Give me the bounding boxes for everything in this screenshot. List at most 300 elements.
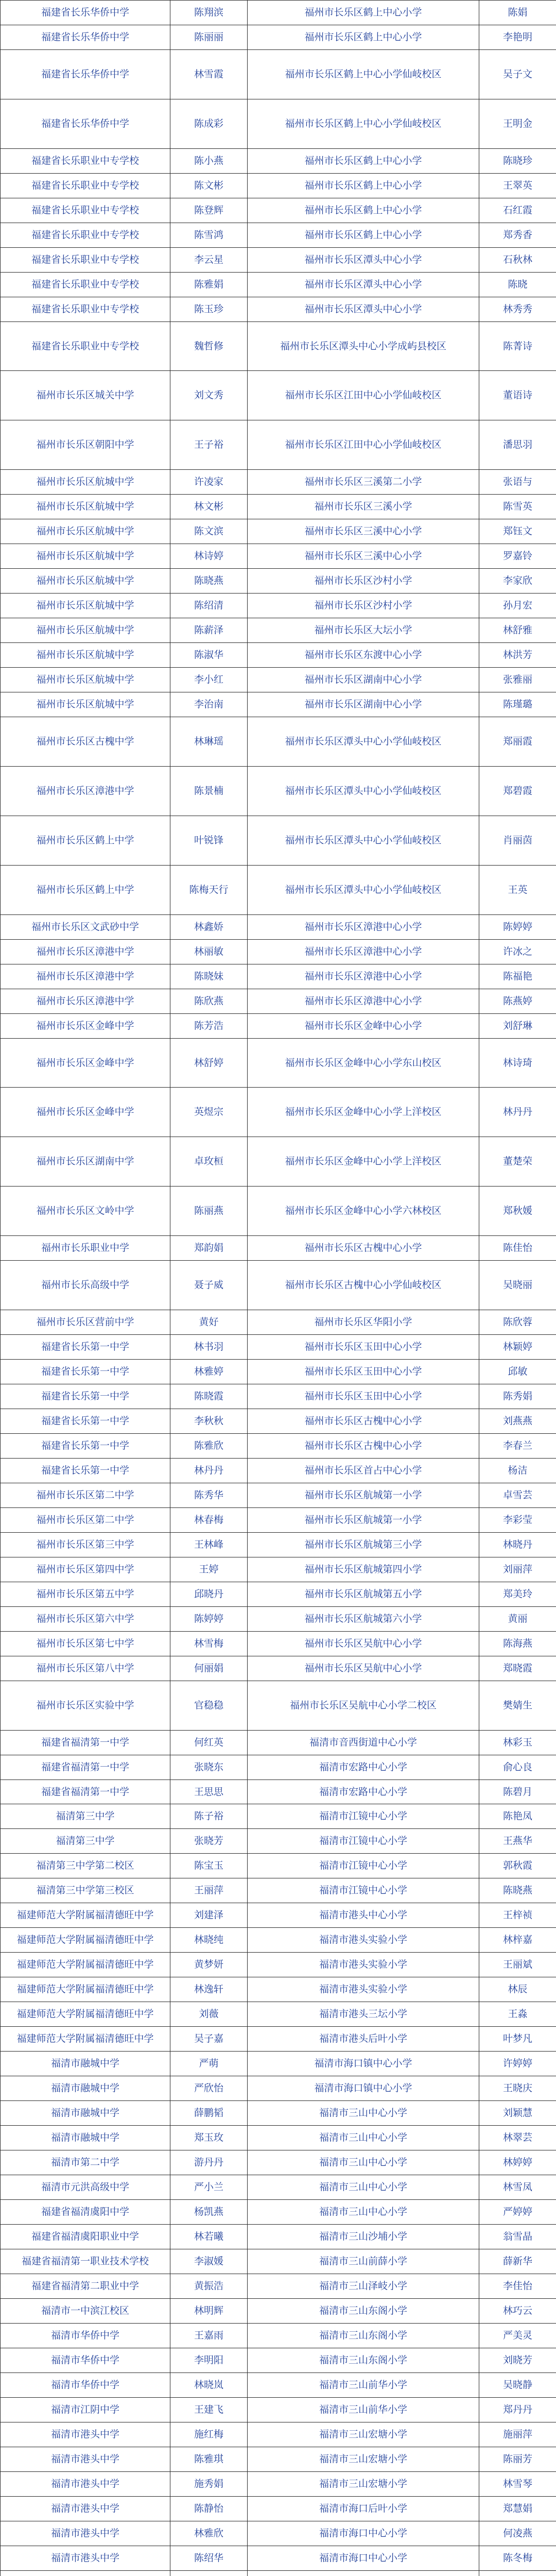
person-name-cell: 吴子嘉 [170,2027,248,2052]
table-row [1,1582,556,1606]
school-name-cell: 福清市宏路中心小学 [248,1755,479,1780]
table-row [1,1681,556,1730]
school-name-cell: 福州市长乐区湖南中学 [1,1137,170,1187]
person-name-cell: 林春梅 [170,1507,248,1532]
person-name-cell: 黄丽 [479,1606,556,1631]
person-name-cell: 陈子裕 [170,1804,248,1829]
school-name-cell: 福州市长乐区古槐中心小学仙岐校区 [248,1261,479,1310]
person-name-cell: 陈晓珍 [479,148,556,173]
school-name-cell: 福建省福清第一中学 [1,1730,170,1755]
table-row [1,1335,556,1360]
school-name-cell: 福建省长乐华侨中学 [1,49,170,99]
table-row [1,2372,556,2397]
school-name-cell: 福州市长乐区金峰中心小学上洋校区 [248,1137,479,1187]
person-name-cell: 潘思羽 [479,420,556,470]
table-row [1,519,556,544]
person-name-cell: 薛鹏韬 [170,2101,248,2126]
school-name-cell: 福建省长乐第一中学 [1,1433,170,1458]
person-name-cell: 林雪凤 [479,2175,556,2200]
person-name-cell: 陈梅天行 [170,865,248,914]
person-name-cell: 王嘉雨 [170,2323,248,2348]
table-row [1,1310,556,1335]
school-name-cell [248,2570,479,2576]
person-name-cell: 郑丽霞 [479,717,556,767]
person-name-cell: 陈薪泽 [170,618,248,643]
table-row [1,272,556,297]
school-name-cell: 福州市长乐区航城第一小学 [248,1483,479,1507]
table-row [1,420,556,470]
school-name-cell: 福建师范大学附属福清德旺中学 [1,2027,170,2052]
person-name-cell: 陈菁诗 [479,321,556,371]
table-row [1,569,556,594]
school-name-cell: 福清市三山中心小学 [248,2101,479,2126]
school-name-cell: 福清市港头中学 [1,2422,170,2447]
school-name-cell: 福建省长乐华侨中学 [1,1,170,25]
school-name-cell: 福清市港头三坛小学 [248,2002,479,2027]
table-row [1,148,556,173]
person-name-cell: 陈冬梅 [479,2546,556,2570]
person-name-cell: 陈丽芳 [479,2447,556,2471]
person-name-cell: 王建飞 [170,2397,248,2422]
table-row [1,2052,556,2076]
person-name-cell: 许冰之 [479,939,556,964]
table-row [1,1854,556,1878]
school-name-cell: 福州市长乐区第七中学 [1,1631,170,1656]
school-name-cell: 福州市长乐高级中学 [1,1261,170,1310]
person-name-cell: 黄振浩 [170,2274,248,2298]
table-row [1,198,556,223]
person-name-cell: 郑晓霞 [479,1656,556,1681]
table-row [1,1409,556,1434]
school-name-cell: 福州市长乐区江田中心小学仙岐校区 [248,420,479,470]
person-name-cell: 俞心良 [479,1755,556,1780]
person-name-cell: 林雅欣 [170,2521,248,2546]
person-name-cell: 王丽萍 [170,1878,248,1903]
person-name-cell: 刘燕燕 [479,1409,556,1434]
person-name-cell: 陈晓燕 [170,569,248,594]
school-name-cell: 福州市长乐区江田中心小学仙岐校区 [248,371,479,420]
school-name-cell: 福建省长乐职业中专学校 [1,247,170,272]
school-name-cell: 福州市长乐区鹤上中心小学 [248,223,479,247]
person-name-cell: 肖丽茵 [479,816,556,865]
person-name-cell: 陈文滨 [170,519,248,544]
person-name-cell: 郭秋霞 [479,1854,556,1878]
school-name-cell: 福州市长乐区古槐中心小学 [248,1433,479,1458]
person-name-cell: 吴晓静 [479,2372,556,2397]
person-name-cell: 陈婷婷 [170,1606,248,1631]
person-name-cell: 郑秀香 [479,223,556,247]
person-name-cell: 郑韵娟 [170,1236,248,1261]
person-name-cell: 陈艳凤 [479,1804,556,1829]
table-row [1,1977,556,2002]
school-name-cell: 福清市三山中心小学 [248,2150,479,2175]
person-name-cell: 罗嘉铃 [479,544,556,569]
person-name-cell: 黄梦妍 [170,1953,248,1977]
person-name-cell: 游丹丹 [170,2150,248,2175]
school-name-cell: 福州市长乐区潭头中心小学 [248,247,479,272]
table-row [1,1606,556,1631]
school-name-cell: 福州市长乐区航城第一小学 [248,1507,479,1532]
school-name-cell: 福州市长乐区三溪中心小学 [248,519,479,544]
table-row [1,49,556,99]
person-name-cell: 陈晓燕 [479,1878,556,1903]
school-name-cell: 福清市融城中学 [1,2126,170,2150]
school-name-cell: 福清市华侨中学 [1,2348,170,2372]
school-name-cell: 福州市长乐区航城中学 [1,643,170,668]
person-name-cell: 陈静怡 [170,2496,248,2521]
person-name-cell: 林彩玉 [479,1730,556,1755]
school-name-cell: 福清市海口后叶小学 [248,2496,479,2521]
person-name-cell: 官稳稳 [170,1681,248,1730]
table-row [1,668,556,692]
school-name-cell: 福州市长乐区玉田中心小学 [248,1360,479,1384]
table-row [1,865,556,914]
table-row [1,2274,556,2298]
school-name-cell: 福清市第二中学 [1,2150,170,2175]
school-name-cell: 福州市长乐区航城中学 [1,495,170,519]
school-name-cell: 福清市港头中学 [1,2546,170,2570]
school-name-cell: 福州市长乐区鹤上中学 [1,816,170,865]
table-row [1,1804,556,1829]
table-row [1,914,556,939]
person-name-cell: 严婷婷 [479,2199,556,2224]
person-name-cell: 叶锐锋 [170,816,248,865]
person-name-cell: 陈丽丽 [170,25,248,49]
table-row [1,1656,556,1681]
person-name-cell: 孙月宏 [479,594,556,618]
person-name-cell: 林雪梅 [170,1631,248,1656]
table-row [1,25,556,49]
person-name-cell: 王翠英 [479,173,556,198]
school-name-cell: 福清市海口镇中心小学 [248,2052,479,2076]
table-row [1,2546,556,2570]
school-name-cell: 福建省长乐职业中专学校 [1,297,170,321]
person-name-cell: 王英 [479,865,556,914]
person-name-cell: 陈佳怡 [479,1236,556,1261]
person-name-cell: 李明阳 [170,2348,248,2372]
school-name-cell: 福清第三中学第二校区 [1,1854,170,1878]
person-name-cell: 陈秀娟 [479,1384,556,1409]
person-name-cell: 施秀娟 [170,2471,248,2496]
school-name-cell: 福州市长乐区第三中学 [1,1532,170,1557]
table-row [1,692,556,717]
person-name-cell: 林颖婷 [479,1335,556,1360]
person-name-cell: 林晓丹 [479,1532,556,1557]
school-name-cell: 福州市长乐区鹤上中心小学 [248,173,479,198]
table-row [1,2447,556,2471]
person-name-cell: 陈秀华 [170,1483,248,1507]
person-name-cell: 郑钰文 [479,519,556,544]
table-row [1,223,556,247]
school-name-cell: 福州市长乐区第八中学 [1,1656,170,1681]
person-name-cell: 许婷婷 [479,2052,556,2076]
school-name-cell: 福州市长乐区金峰中心小学 [248,1013,479,1038]
person-name-cell: 李淑媛 [170,2249,248,2274]
person-name-cell: 何凌燕 [479,2521,556,2546]
school-name-cell: 福清市三山宏塘小学 [248,2471,479,2496]
school-name-cell: 福清市港头中学 [1,2471,170,2496]
school-name-cell: 福州市长乐区三溪第二小学 [248,470,479,495]
school-name-cell: 福清市融城中学 [1,2101,170,2126]
person-name-cell: 刘颖慧 [479,2101,556,2126]
person-name-cell: 林丹丹 [170,1458,248,1483]
school-name-cell: 福建省福清第二职业中学 [1,2274,170,2298]
person-name-cell: 林雪霞 [170,49,248,99]
table-row [1,2496,556,2521]
school-name-cell: 福州市长乐职业中学 [1,1236,170,1261]
school-name-cell: 福州市长乐区第二中学 [1,1483,170,1507]
person-name-cell: 郑美玲 [479,1582,556,1606]
person-name-cell: 李春兰 [479,1433,556,1458]
person-name-cell: 陈欣燕 [170,989,248,1013]
table-row [1,2397,556,2422]
person-name-cell: 陈婷婷 [479,914,556,939]
person-name-cell: 张语与 [479,470,556,495]
table-row [1,1433,556,1458]
school-name-cell: 福清市一中滨江校区 [1,2298,170,2323]
school-name-cell: 福州市长乐区第五中学 [1,1582,170,1606]
person-name-cell: 陈欣蓉 [479,1310,556,1335]
table-row [1,2249,556,2274]
person-name-cell: 郑慧娟 [479,2496,556,2521]
school-name-cell: 福州市长乐区三溪中心小学 [248,544,479,569]
person-name-cell: 王丽斌 [479,1953,556,1977]
person-name-cell: 叶梦凡 [479,2027,556,2052]
school-name-cell: 福清市三山东阁小学 [248,2348,479,2372]
table-row [1,1,556,25]
person-name-cell: 石红霞 [479,198,556,223]
person-name-cell: 林翠芸 [479,2126,556,2150]
school-name-cell: 福建师范大学附属福清德旺中学 [1,2002,170,2027]
table-row [1,1953,556,1977]
school-name-cell: 福州市长乐区吴航中心小学 [248,1631,479,1656]
school-name-cell: 福清市三山泽岐小学 [248,2274,479,2298]
school-name-cell: 福州市长乐区金峰中心小学东山校区 [248,1038,479,1088]
person-name-cell: 陈绍华 [170,2546,248,2570]
person-name-cell: 吴子文 [479,49,556,99]
person-name-cell: 聂子威 [170,1261,248,1310]
person-name-cell: 施红梅 [170,2422,248,2447]
person-name-cell: 李云星 [170,247,248,272]
school-name-cell: 福州市长乐区大坛小学 [248,618,479,643]
school-name-cell: 福建省福清第一职业技术学校 [1,2249,170,2274]
school-name-cell: 福州市长乐区航城第五小学 [248,1582,479,1606]
school-name-cell: 福州市长乐区古槐中学 [1,717,170,767]
school-name-cell: 福建省福清虞阳职业中学 [1,2224,170,2249]
table-row [1,247,556,272]
person-name-cell: 严小兰 [170,2175,248,2200]
person-name-cell: 王晓庆 [479,2076,556,2101]
person-name-cell: 林逸轩 [170,1977,248,2002]
school-name-cell: 福清市音西街道中心小学 [248,1730,479,1755]
school-name-cell: 福州市长乐区鹤上中心小学 [248,1,479,25]
school-name-cell: 福建师范大学附属福清德旺中学 [1,1928,170,1953]
person-name-cell: 杨凯燕 [170,2199,248,2224]
table-row [1,99,556,148]
person-name-cell: 李秋秋 [170,1409,248,1434]
table-row [1,1631,556,1656]
table-row [1,470,556,495]
school-name-cell: 福州市长乐区航城中学 [1,594,170,618]
school-name-cell: 福清市华侨中学 [1,2372,170,2397]
table-row [1,1878,556,1903]
person-name-cell: 陈瑾璐 [479,692,556,717]
table-row [1,2471,556,2496]
person-name-cell: 林晓岚 [170,2372,248,2397]
person-name-cell: 陈晓霞 [170,1384,248,1409]
table-row [1,2199,556,2224]
school-name-cell: 福清市三山宏塘小学 [248,2422,479,2447]
table-row [1,939,556,964]
school-name-cell: 福州市长乐区航城中学 [1,668,170,692]
table-row [1,643,556,668]
person-name-cell: 陈翔滨 [170,1,248,25]
school-name-cell: 福州市长乐区潭头中心小学仙岐校区 [248,816,479,865]
table-row [1,2422,556,2447]
person-name-cell: 林明辉 [170,2298,248,2323]
person-name-cell [170,2570,248,2576]
school-name-cell: 福州市长乐区潭头中心小学仙岐校区 [248,766,479,816]
school-name-cell: 福建省长乐第一中学 [1,1458,170,1483]
table-row [1,2150,556,2175]
person-name-cell: 王子裕 [170,420,248,470]
person-name-cell: 林雪琴 [479,2471,556,2496]
person-name-cell: 陈雪英 [479,495,556,519]
school-name-cell: 福清市港头中心小学 [248,1903,479,1928]
school-name-cell: 福清市华侨中学 [1,2323,170,2348]
school-name-cell: 福清市港头实验小学 [248,1953,479,1977]
table-row [1,2175,556,2200]
person-name-cell: 李佳怡 [479,2274,556,2298]
table-row [1,1730,556,1755]
person-name-cell: 卓玫桓 [170,1137,248,1187]
school-name-cell: 福州市长乐区漳港中学 [1,989,170,1013]
school-name-cell: 福州市长乐区航城第六小学 [248,1606,479,1631]
school-name-cell: 福州市长乐区古槐中心小学 [248,1409,479,1434]
school-name-cell: 福建省长乐职业中专学校 [1,321,170,371]
person-name-cell: 李小红 [170,668,248,692]
school-name-cell: 福州市长乐区沙村小学 [248,594,479,618]
school-name-cell: 福州市长乐区金峰中学 [1,1038,170,1088]
person-name-cell: 郑秋媛 [479,1187,556,1236]
school-name-cell: 福建省长乐第一中学 [1,1335,170,1360]
person-name-cell: 邱晓丹 [170,1582,248,1606]
person-name-cell: 英煜宗 [170,1088,248,1137]
person-name-cell: 陈玉珍 [170,297,248,321]
school-name-cell: 福清市港头中学 [1,2447,170,2471]
school-name-cell: 福州市长乐区航城中学 [1,692,170,717]
school-name-cell: 福建省长乐职业中专学校 [1,148,170,173]
school-name-cell: 福建省长乐华侨中学 [1,25,170,49]
table-row [1,2298,556,2323]
school-name-cell: 福州市长乐区漳港中心小学 [248,914,479,939]
school-name-cell: 福州市长乐区实验中学 [1,1681,170,1730]
school-name-cell: 福州市长乐区鹤上中学 [1,865,170,914]
person-name-cell: 陈文彬 [170,173,248,198]
person-name-cell: 陈雅娟 [170,272,248,297]
school-name-cell: 福建省福清第一中学 [1,1780,170,1804]
person-name-cell: 杨洁 [479,1458,556,1483]
person-name-cell: 许凌家 [170,470,248,495]
school-name-cell: 福州市长乐区鹤上中心小学仙岐校区 [248,99,479,148]
school-name-cell: 福清市江镜中心小学 [248,1829,479,1854]
school-name-cell: 福清市海口中心小学 [248,2546,479,2570]
school-name-cell: 福州市长乐区鹤上中心小学 [248,148,479,173]
school-name-cell: 福建省长乐第一中学 [1,1409,170,1434]
school-name-cell: 福州市长乐区沙村小学 [248,569,479,594]
school-name-cell: 福清市融城中学 [1,2052,170,2076]
person-name-cell: 林文彬 [170,495,248,519]
school-name-cell [1,2570,170,2576]
person-name-cell: 王燕华 [479,1829,556,1854]
person-name-cell: 陈丽燕 [170,1187,248,1236]
school-name-cell: 福清市港头实验小学 [248,1928,479,1953]
school-name-cell: 福州市长乐区潭头中心小学 [248,297,479,321]
person-name-cell: 林秀秀 [479,297,556,321]
person-name-cell: 郑丹丹 [479,2397,556,2422]
person-name-cell: 郑玉玫 [170,2126,248,2150]
person-name-cell: 李治南 [170,692,248,717]
table-row [1,816,556,865]
person-name-cell: 林鑫娇 [170,914,248,939]
person-name-cell: 林洪芳 [479,643,556,668]
school-name-cell: 福清市三山沙埔小学 [248,2224,479,2249]
school-name-cell: 福州市长乐区湖南中心小学 [248,692,479,717]
school-roster-body [1,1,556,2576]
table-row [1,2101,556,2126]
school-name-cell: 福州市长乐区潭头中心小学仙岐校区 [248,717,479,767]
school-name-cell: 福建省长乐第一中学 [1,1360,170,1384]
person-name-cell: 陈娟 [479,1,556,25]
person-name-cell: 陈小燕 [170,148,248,173]
person-name-cell: 陈碧月 [479,1780,556,1804]
school-name-cell: 福建省长乐第一中学 [1,1384,170,1409]
school-name-cell: 福建省福清虞阳中学 [1,2199,170,2224]
person-name-cell: 何红英 [170,1730,248,1755]
table-row [1,618,556,643]
person-name-cell: 陈晓 [479,272,556,297]
table-row [1,1903,556,1928]
person-name-cell: 林诗琦 [479,1038,556,1088]
school-name-cell: 福州市长乐区朝阳中学 [1,420,170,470]
person-name-cell: 董楚荣 [479,1137,556,1187]
school-name-cell: 福州市长乐区鹤上中心小学仙岐校区 [248,49,479,99]
person-name-cell: 陈淑华 [170,643,248,668]
person-name-cell: 王林峰 [170,1532,248,1557]
school-name-cell: 福州市长乐区航城中学 [1,569,170,594]
school-name-cell: 福州市长乐区文岭中学 [1,1187,170,1236]
table-row [1,2076,556,2101]
table-row [1,1507,556,1532]
school-name-cell: 福州市长乐区航城第三小学 [248,1532,479,1557]
table-row [1,1928,556,1953]
school-name-cell: 福建省福清第一中学 [1,1755,170,1780]
school-name-cell: 福州市长乐区第二中学 [1,1507,170,1532]
school-name-cell: 福清市三山宏塘小学 [248,2447,479,2471]
school-name-cell: 福州市长乐区鹤上中心小学 [248,198,479,223]
school-name-cell: 福清市港头中学 [1,2521,170,2546]
table-row [1,1557,556,1582]
person-name-cell: 林辰 [479,1977,556,2002]
person-name-cell: 林丹丹 [479,1088,556,1137]
table-row [1,989,556,1013]
person-name-cell: 吴晓丽 [479,1261,556,1310]
person-name-cell: 李彩莹 [479,1507,556,1532]
school-name-cell: 福清第三中学第三校区 [1,1878,170,1903]
school-name-cell: 福州市长乐区航城中学 [1,544,170,569]
person-name-cell: 刘文秀 [170,371,248,420]
table-row [1,1483,556,1507]
